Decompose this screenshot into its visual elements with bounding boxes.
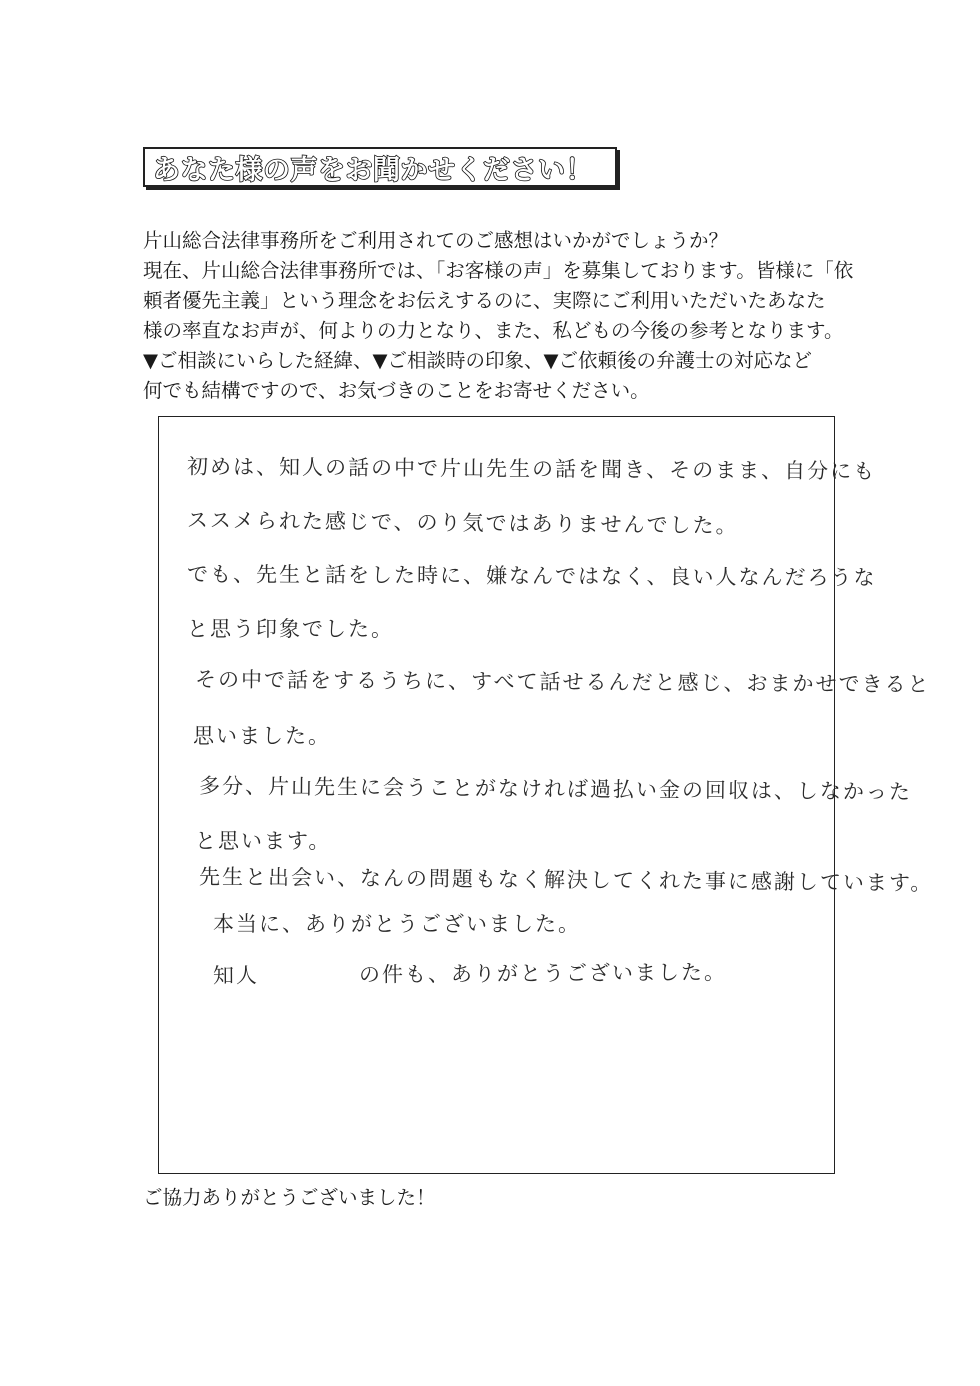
handwritten-line: 本当に、ありがとうございました。: [213, 912, 581, 936]
handwritten-line: と思います。: [195, 829, 332, 853]
intro-line: 片山総合法律事務所をご利用されてのご感想はいかがでしょうか？: [143, 229, 729, 252]
page-title: あなた様の声をお聞かせください！: [153, 154, 593, 186]
page-title-box: [143, 147, 617, 187]
handwritten-line: でも、先生と話をした時に、嫌なんではなく、良い人なんだろうな: [186, 562, 877, 590]
intro-line: 頼者優先主義」という理念をお伝えするのに、実際にご利用いただいたあなた: [143, 289, 826, 312]
intro-text: [143, 226, 854, 406]
handwritten-line: と思う印象でした。: [187, 617, 394, 641]
handwritten-last-line: [213, 956, 727, 990]
handwritten-comment-box: [158, 416, 934, 1174]
intro-line: 何でも結構ですので、お気づきのことをお寄せください。: [143, 379, 650, 402]
intro-line: 様の率直なお声が、何よりの力となり、また、私どもの今後の参考となります。: [143, 319, 844, 342]
handwritten-last-line-suffix: の件も、ありがとうございました。: [358, 960, 728, 987]
intro-line: 現在、片山総合法律事務所では、「お客様の声」を募集しております。皆様に「依: [143, 259, 854, 282]
handwritten-line: 思いました。: [193, 724, 331, 748]
footer-thanks: ご協力ありがとうございました！: [143, 1186, 436, 1209]
handwritten-line: その中で話をするうちに、すべて話せるんだと感じ、おまかせできると: [194, 667, 931, 697]
handwritten-last-line-prefix: 知人: [212, 963, 260, 988]
handwritten-line: 初めは、知人の話の中で片山先生の話を聞き、そのまま、自分にも: [186, 454, 877, 484]
handwritten-line: ススメられた感じで、のり気ではありませんでした。: [186, 508, 739, 538]
redacted-gap: [259, 982, 359, 983]
handwritten-line: 多分、片山先生に会うことがなければ過払い金の回収は、しなかった: [198, 773, 913, 805]
intro-line: ▼ご相談にいらした経緯、▼ご相談時の印象、▼ご依頼後の弁護士の対応など: [143, 349, 812, 372]
handwritten-line: 先生と出会い、なんの問題もなく解決してくれた事に感謝しています。: [198, 864, 934, 896]
